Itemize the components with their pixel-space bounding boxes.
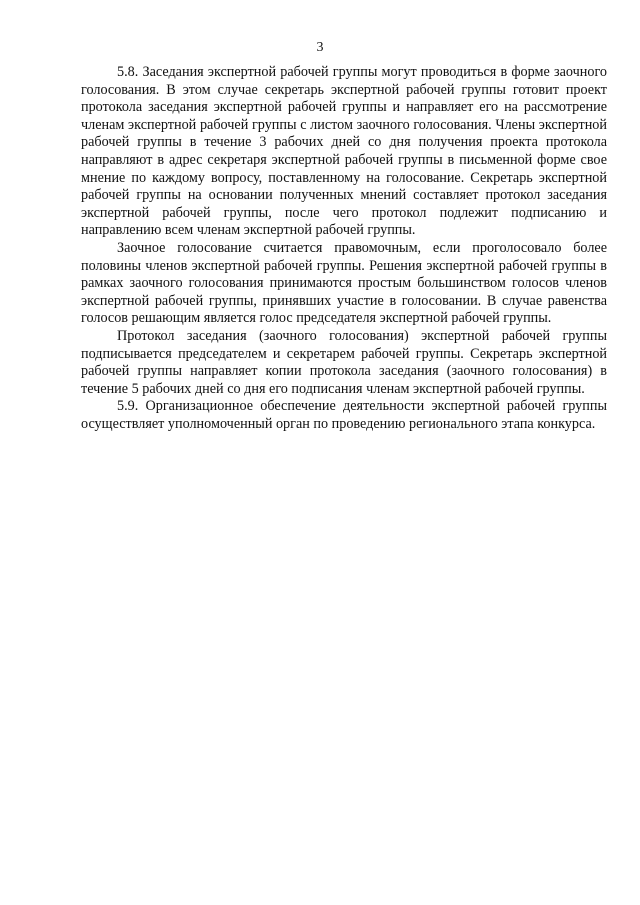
document-body <box>81 64 607 433</box>
paragraph-5-8: 5.8. Заседания экспертной рабочей группы могут проводиться в форме заочного голосования. В этом случае секретарь экспертной рабочей группы готовит проект протокола заседания экспертной рабочей группы и направляет его на рассмотрение членам экспертной рабочей группы с листом заочного голосования. Члены экспертной рабочей группы в течение 3 рабочих дней со дня получения проекта протокола направляют в адрес секретаря экспертной рабочей группы в письменной форме свое мнение по каждому вопросу, поставленному на голосование. Секретарь экспертной рабочей группы на основании полученных мнений составляет протокол заседания экспертной рабочей группы, после чего протокол подлежит подписанию и направлению всем членам экспертной рабочей группы. <box>81 64 607 239</box>
paragraph-absentee-voting-validity: Заочное голосование считается правомочным, если проголосовало более половины членов экспертной рабочей группы. Решения экспертной рабочей группы в рамках заочного голосования принимаются простым большинством голосов членов экспертной рабочей группы, принявших участие в голосовании. В случае равенства голосов решающим является голос председателя экспертной рабочей группы. <box>81 239 607 327</box>
page-number: 3 <box>316 40 324 55</box>
paragraph-protocol-signing: Протокол заседания (заочного голосования) экспертной рабочей группы подписывается председателем и секретарем рабочей группы. Секретарь экспертной рабочей группы направляет копии протокола заседания (заочного голосования) в течение 5 рабочих дней со дня его подписания членам экспертной рабочей группы. <box>81 327 607 397</box>
paragraph-5-9: 5.9. Организационное обеспечение деятельности экспертной рабочей группы осуществляет уполномоченный орган по проведению регионального этапа конкурса. <box>81 398 607 432</box>
